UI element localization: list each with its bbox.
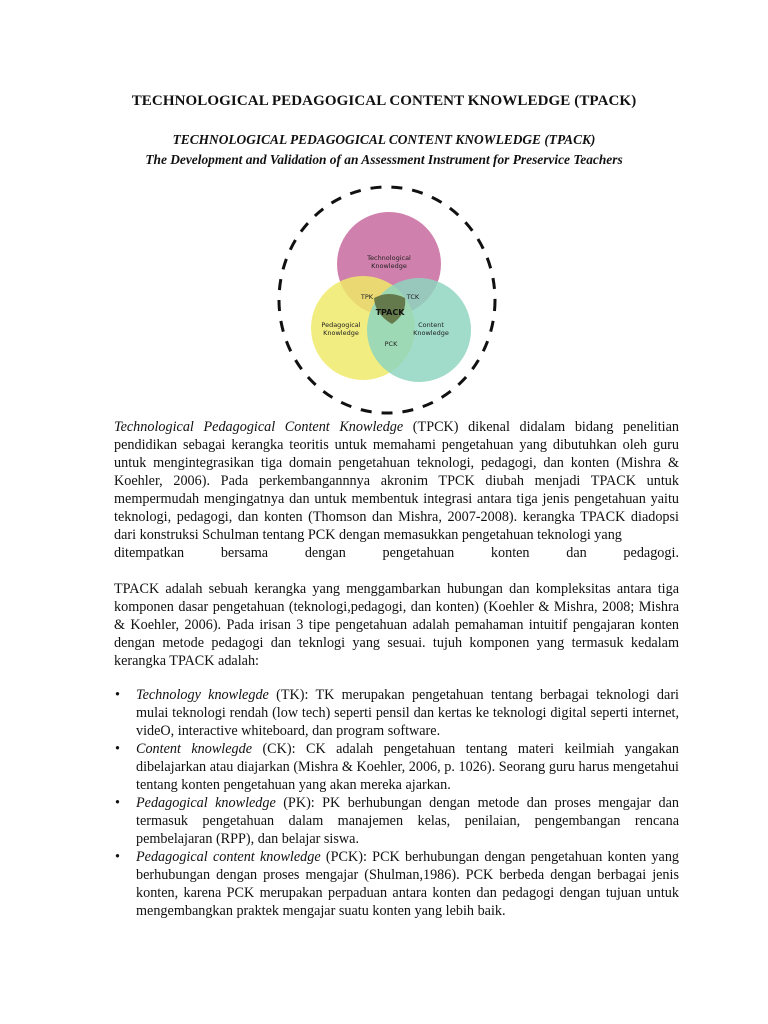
- list-item-text: (CK): CK adalah pengetahuan tentang materi keilmiah yangakan dibelajarkan atau diajarkan (Mishra & Koehler, 2006, p. 1026). Seorang guru harus mengetahui tentang konten pengetahuan yang akan mereka ajarkan.: [136, 741, 679, 793]
- list-item: [114, 686, 679, 740]
- bullet-dot: •: [115, 741, 120, 757]
- list-item-text: (TK): TK merupakan pengetahuan tentang berbagai teknologi dari mulai teknologi rendah (low tech) seperti pensil dan kertas ke teknologi digital seperti internet, videO, interactive whiteboard, dan program software.: [136, 687, 679, 739]
- paragraph-2: TPACK adalah sebuah kerangka yang menggambarkan hubungan dan kompleksitas antara tiga komponen dasar pengetahuan (teknologi,pedagogi, dan konten) (Koehler & Mishra, 2008; Mishra & Koehler, 2006). Pada irisan 3 tipe pengetahuan adalah pemahaman intuitif pengajaran konten dengan metode pedagogi dan teknlogi yang sesuai. tujuh komponen yang termasuk kedalam kerangka TPACK adalah:: [114, 581, 679, 669]
- list-item: [114, 740, 679, 794]
- list-item: [114, 794, 679, 848]
- tck-label: TCK: [406, 293, 420, 301]
- list-item-term: Technology knowlegde: [136, 687, 269, 703]
- list-item-term: Pedagogical content knowledge: [136, 849, 321, 865]
- paragraph-1-text: (TPCK) dikenal didalam bidang penelitian pendidikan sebagai kerangka teoritis untuk memahami pengetahuan yang dibutuhkan oleh guru untuk mengintegrasikan tiga domain pengetahuan teknologi, pedagogi, dan konten (Mishra & Koehler, 2006). Pada perkembangannnya akronim TPCK diubah menjadi TPACK untuk mempermudah mengingatnya dan untuk membentuk integrasi antara tiga jenis pengetahuan yaitu teknologi, pedagogi, dan konten (Thomson dan Mishra, 2007-2008). kerangka TPACK diadopsi dari konstruksi Schulman tentang PCK dengan memasukkan pengetahuan teknologi yang: [114, 419, 679, 543]
- venn-svg: [271, 182, 503, 418]
- pck-label: PCK: [384, 340, 398, 348]
- ck-label-2: Knowledge: [413, 329, 449, 337]
- tpack-venn-diagram: [271, 182, 503, 418]
- component-list: [114, 686, 679, 920]
- ck-label-1: Content: [418, 321, 444, 329]
- tpk-label: TPK: [360, 293, 374, 301]
- bullet-dot: •: [115, 687, 120, 703]
- bullet-dot: •: [115, 795, 120, 811]
- list-item-term: Pedagogical knowledge: [136, 795, 276, 811]
- list-item-text: (PK): PK berhubungan dengan metode dan proses mengajar dan termasuk pengetahuan dalam manajemen kelas, penilaian, pengembangan rencana pembelajaran (RPP), dan belajar siswa.: [136, 795, 679, 847]
- tk-label-1: Technological: [367, 254, 411, 262]
- list-item: [114, 848, 679, 920]
- paragraph-1-term: Technological Pedagogical Content Knowledge: [114, 419, 404, 435]
- bullet-dot: •: [115, 849, 120, 865]
- tk-label-2: Knowledge: [371, 262, 407, 270]
- tpack-label: TPACK: [375, 308, 405, 317]
- subtitle: [0, 130, 768, 170]
- paragraph-1: [114, 418, 679, 562]
- page-title: TECHNOLOGICAL PEDAGOGICAL CONTENT KNOWLEDGE (TPACK): [131, 93, 637, 109]
- list-item-text: (PCK): PCK berhubungan dengan pengetahuan konten yang berhubungan dengan proses mengajar (Shulman,1986). PCK berbeda dengan berbagai jenis konten, karena PCK merupakan perpaduan antara konten dan pedagogi dengan tujuan untuk mengembangkan praktek mengajar suatu konten yang lebih baik.: [136, 849, 680, 919]
- pk-label-2: Knowledge: [323, 329, 359, 337]
- subtitle-line-1: TECHNOLOGICAL PEDAGOGICAL CONTENT KNOWLEDGE (TPACK): [172, 132, 596, 147]
- paragraph-1-last-line: ditempatkan bersama dengan pengetahuan konten dan pedagogi.: [114, 545, 679, 561]
- list-item-term: Content knowlegde: [136, 741, 253, 757]
- subtitle-line-2: The Development and Validation of an Assessment Instrument for Preservice Teachers: [145, 152, 623, 167]
- pk-label-1: Pedagogical: [321, 321, 361, 329]
